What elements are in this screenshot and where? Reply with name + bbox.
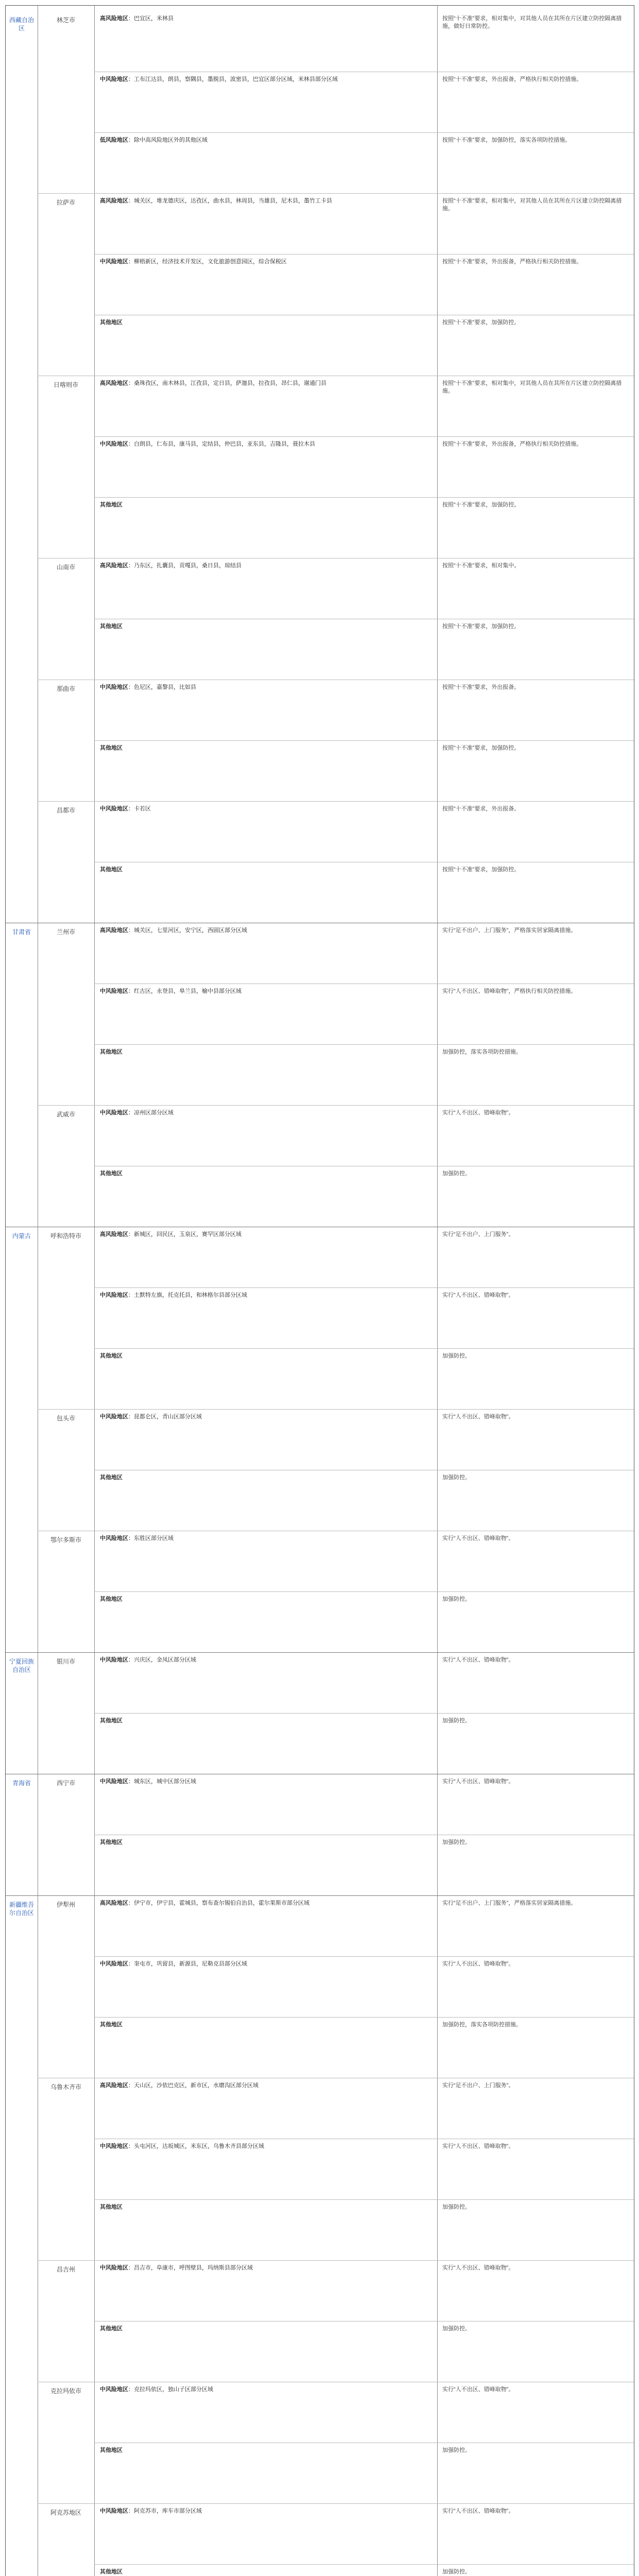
risk-level-label: 中风险地区 bbox=[100, 2386, 128, 2393]
risk-level-label: 高风险地区 bbox=[100, 2082, 128, 2089]
policy-cell: 实行“人不出区、错峰取物”，严格执行相关防控措施。 bbox=[442, 988, 577, 994]
risk-level-label: 其他地区 bbox=[100, 2447, 123, 2453]
separator: ： bbox=[128, 1231, 134, 1238]
risk-cell bbox=[100, 2447, 435, 2501]
policy-cell: 按照“十不准”要求，外出报备。 bbox=[442, 684, 520, 690]
risk-area-text: 凉州区部分区域 bbox=[134, 1110, 174, 1116]
row-divider bbox=[6, 1652, 634, 1653]
row-divider bbox=[94, 436, 634, 437]
separator: ： bbox=[128, 76, 134, 82]
city-cell: 武威市 bbox=[56, 1111, 75, 1118]
policy-cell: 实行“人不出区、错峰取物”。 bbox=[442, 2265, 514, 2271]
city-cell: 呼和浩特市 bbox=[50, 1232, 81, 1240]
risk-area-text: 土默特左旗，托克托县，和林格尔县部分区域 bbox=[134, 1292, 247, 1298]
risk-area-text: 色尼区，嘉黎县，比如县 bbox=[134, 684, 196, 690]
risk-level-label: 中风险地区 bbox=[100, 988, 128, 994]
risk-cell bbox=[100, 76, 435, 130]
row-divider bbox=[94, 1956, 634, 1957]
city-cell: 鄂尔多斯市 bbox=[50, 1536, 81, 1544]
row-divider bbox=[38, 2503, 634, 2504]
policy-cell: 按照“十不准”要求，加强防控。 bbox=[442, 867, 520, 873]
risk-cell bbox=[100, 1474, 435, 1529]
city-cell: 日喀则市 bbox=[53, 381, 78, 388]
separator: ： bbox=[128, 2082, 134, 2089]
separator: ： bbox=[128, 259, 134, 265]
risk-level-label: 中风险地区 bbox=[100, 806, 128, 812]
risk-level-label: 其他地区 bbox=[100, 502, 123, 508]
risk-level-label: 其他地区 bbox=[100, 1475, 123, 1481]
risk-cell bbox=[100, 866, 435, 921]
policy-cell: 实行“人不出区、错峰取物”。 bbox=[442, 1961, 514, 1967]
policy-cell: 按照“十不准”要求，相对集中，对其他人员在其所在片区建立防控隔离措施，做好日常防控。 bbox=[442, 15, 622, 29]
policy-cell: 加强防控。 bbox=[442, 2204, 471, 2210]
row-divider bbox=[38, 801, 634, 802]
risk-cell bbox=[100, 2021, 435, 2076]
policy-cell: 加强防控。 bbox=[442, 1718, 471, 1724]
risk-level-label: 中风险地区 bbox=[100, 1292, 128, 1298]
risk-cell bbox=[100, 1960, 435, 2015]
risk-cell bbox=[100, 623, 435, 677]
risk-cell bbox=[100, 2507, 435, 2562]
risk-cell bbox=[100, 1231, 435, 1285]
row-divider bbox=[94, 2199, 634, 2200]
separator: ： bbox=[128, 137, 134, 143]
risk-level-label: 其他地区 bbox=[100, 1353, 123, 1359]
row-divider bbox=[38, 193, 634, 194]
risk-cell bbox=[100, 744, 435, 799]
city-cell: 西宁市 bbox=[56, 1780, 75, 1787]
city-cell: 山南市 bbox=[56, 564, 75, 571]
risk-area-text: 乃东区，扎囊县，贡嘎县，桑日县，琼结县 bbox=[134, 563, 241, 569]
risk-level-label: 其他地区 bbox=[100, 1839, 123, 1845]
policy-cell: 实行“人不出区、错峰取物”。 bbox=[442, 2386, 514, 2393]
policy-cell: 加强防控。 bbox=[442, 2447, 471, 2453]
row-divider bbox=[38, 2260, 634, 2261]
province-cell: 新疆维吾尔自治区 bbox=[9, 1901, 34, 1917]
separator: ： bbox=[128, 1292, 134, 1298]
row-divider bbox=[94, 740, 634, 741]
risk-cell bbox=[100, 927, 435, 981]
risk-level-label: 其他地区 bbox=[100, 623, 123, 630]
risk-level-label: 高风险地区 bbox=[100, 380, 128, 386]
row-divider bbox=[94, 1287, 634, 1288]
risk-area-text: 除中高风险地区外的其他区域 bbox=[134, 137, 208, 143]
policy-cell: 按照“十不准”要求，外出报备，严格执行相关防控措施。 bbox=[442, 441, 582, 447]
risk-level-label: 高风险地区 bbox=[100, 1231, 128, 1238]
city-cell: 克拉玛依市 bbox=[50, 2387, 81, 2395]
policy-cell: 实行“足不出户、上门服务”。 bbox=[442, 2082, 514, 2089]
separator: ： bbox=[128, 1900, 134, 1906]
risk-area-text: 卡若区 bbox=[134, 806, 151, 812]
risk-cell bbox=[100, 440, 435, 495]
risk-level-label: 中风险地区 bbox=[100, 441, 128, 447]
separator: ： bbox=[128, 563, 134, 569]
risk-area-text: 天山区，沙依巴克区，新市区，水磨沟区部分区域 bbox=[134, 2082, 258, 2089]
risk-cell bbox=[100, 2325, 435, 2380]
city-cell: 拉萨市 bbox=[56, 199, 75, 206]
policy-cell: 按照“十不准”要求，外出报备，严格执行相关防控措施。 bbox=[442, 76, 582, 82]
risk-area-text: 奎屯市，巩留县，新源县，尼勒克县部分区域 bbox=[134, 1961, 247, 1967]
policy-cell: 实行“足不出户、上门服务”，严格落实居家隔离措施。 bbox=[442, 927, 577, 934]
row-divider bbox=[94, 1348, 634, 1349]
city-cell: 兰州市 bbox=[56, 928, 75, 936]
province-cell: 宁夏回族自治区 bbox=[9, 1658, 34, 1673]
policy-cell: 按照“十不准”要求，加强防控。 bbox=[442, 623, 520, 630]
policy-cell: 按照“十不准”要求，相对集中，对其他人员在其所在片区建立防控隔离措施。 bbox=[442, 198, 622, 212]
risk-cell bbox=[100, 2082, 435, 2137]
row-divider bbox=[94, 1713, 634, 1714]
separator: ： bbox=[128, 2265, 134, 2271]
risk-level-label: 其他地区 bbox=[100, 2022, 123, 2028]
risk-level-label: 高风险地区 bbox=[100, 15, 128, 22]
risk-cell bbox=[100, 15, 435, 70]
risk-level-label: 其他地区 bbox=[100, 745, 123, 751]
risk-level-label: 高风险地区 bbox=[100, 198, 128, 204]
policy-cell: 按照“十不准”要求，外出报备，严格执行相关防控措施。 bbox=[442, 259, 582, 265]
policy-cell: 加强防控。 bbox=[442, 2569, 471, 2575]
risk-cell bbox=[100, 1109, 435, 1164]
separator: ： bbox=[128, 2386, 134, 2393]
policy-cell: 加强防控。 bbox=[442, 1475, 471, 1481]
policy-cell: 实行“足不出户、上门服务”。 bbox=[442, 1231, 514, 1238]
separator: ： bbox=[128, 988, 134, 994]
policy-cell: 加强防控。 bbox=[442, 1171, 471, 1177]
policy-cell: 加强防控。 bbox=[442, 2326, 471, 2332]
policy-cell: 按照“十不准”要求，外出报备。 bbox=[442, 806, 520, 812]
risk-level-label: 中风险地区 bbox=[100, 684, 128, 690]
risk-area-text: 昌吉市，阜康市，呼图壁县，玛纳斯县部分区域 bbox=[134, 2265, 253, 2271]
policy-cell: 实行“人不出区、错峰取物”。 bbox=[442, 1535, 514, 1541]
risk-area-text: 工布江达县，朗县，察隅县，墨脱县，波密县，巴宜区部分区域，米林县部分区域 bbox=[134, 76, 338, 82]
risk-cell bbox=[100, 1596, 435, 1650]
policy-cell: 实行“人不出区、错峰取物”。 bbox=[442, 1292, 514, 1298]
policy-cell: 实行“人不出区、错峰取物”。 bbox=[442, 2143, 514, 2149]
policy-cell: 实行“人不出区、错峰取物”。 bbox=[442, 1657, 514, 1663]
separator: ： bbox=[128, 1414, 134, 1420]
row-divider bbox=[6, 1895, 634, 1896]
city-cell: 昌都市 bbox=[56, 807, 75, 814]
separator: ： bbox=[128, 380, 134, 386]
risk-level-label: 其他地区 bbox=[100, 1718, 123, 1724]
policy-cell: 按照“十不准”要求，加强防控，落实各项防控措施。 bbox=[442, 137, 571, 143]
risk-level-label: 中风险地区 bbox=[100, 2265, 128, 2271]
separator: ： bbox=[128, 2143, 134, 2149]
risk-cell bbox=[100, 1717, 435, 1772]
row-divider bbox=[94, 1591, 634, 1592]
risk-cell bbox=[100, 1352, 435, 1407]
risk-cell bbox=[100, 380, 435, 434]
risk-cell bbox=[100, 988, 435, 1042]
risk-area-text: 克拉玛依区，独山子区部分区域 bbox=[134, 2386, 213, 2393]
risk-cell bbox=[100, 1413, 435, 1468]
city-cell: 那曲市 bbox=[56, 685, 75, 692]
row-divider bbox=[38, 1105, 634, 1106]
province-cell: 内蒙古 bbox=[12, 1232, 31, 1240]
column-divider bbox=[437, 6, 438, 2576]
risk-level-label: 中风险地区 bbox=[100, 76, 128, 82]
risk-cell bbox=[100, 1292, 435, 1346]
city-cell: 伊犁州 bbox=[56, 1901, 75, 1908]
policy-cell: 按照“十不准”要求，加强防控。 bbox=[442, 319, 520, 326]
city-cell: 林芝市 bbox=[56, 16, 75, 24]
separator: ： bbox=[128, 806, 134, 812]
risk-cell bbox=[100, 258, 435, 313]
risk-level-label: 其他地区 bbox=[100, 867, 123, 873]
policy-cell: 实行“足不出户、上门服务”，严格落实居家隔离措施。 bbox=[442, 1900, 577, 1906]
policy-cell: 加强防控。 bbox=[442, 1596, 471, 1602]
risk-cell bbox=[100, 1535, 435, 1589]
row-divider bbox=[94, 254, 634, 255]
risk-level-label: 高风险地区 bbox=[100, 563, 128, 569]
risk-cell bbox=[100, 501, 435, 556]
risk-area-text: 城东区，城中区部分区域 bbox=[134, 1778, 196, 1785]
separator: ： bbox=[128, 2508, 134, 2514]
risk-level-label: 中风险地区 bbox=[100, 2508, 128, 2514]
risk-cell bbox=[100, 684, 435, 738]
risk-area-text: 东胜区部分区域 bbox=[134, 1535, 174, 1541]
policy-cell: 加强防控，落实各项防控措施。 bbox=[442, 1049, 522, 1055]
risk-cell bbox=[100, 805, 435, 860]
row-divider bbox=[38, 1409, 634, 1410]
risk-area-text: 巴宜区，米林县 bbox=[134, 15, 174, 22]
policy-cell: 加强防控。 bbox=[442, 1353, 471, 1359]
risk-cell bbox=[100, 137, 435, 191]
risk-area-text: 红古区，永登县，皋兰县，榆中县部分区域 bbox=[134, 988, 241, 994]
separator: ： bbox=[128, 684, 134, 690]
province-cell: 青海省 bbox=[12, 1780, 31, 1787]
risk-cell bbox=[100, 562, 435, 617]
risk-level-label: 中风险地区 bbox=[100, 1961, 128, 1967]
risk-level-label: 中风险地区 bbox=[100, 1414, 128, 1420]
separator: ： bbox=[128, 1778, 134, 1785]
risk-level-label: 高风险地区 bbox=[100, 1900, 128, 1906]
risk-cell bbox=[100, 1839, 435, 1893]
risk-area-text: 城关区，七里河区，安宁区，西固区部分区域 bbox=[134, 927, 247, 934]
policy-cell: 实行“人不出区、错峰取物”。 bbox=[442, 1110, 514, 1116]
risk-cell bbox=[100, 2568, 435, 2576]
risk-level-label: 其他地区 bbox=[100, 2569, 123, 2575]
risk-cell bbox=[100, 197, 435, 252]
risk-area-text: 城关区，堆龙德庆区，达孜区，曲水县，林周县，当雄县，尼木县，墨竹工卡县 bbox=[134, 198, 332, 204]
risk-area-table bbox=[5, 5, 634, 2576]
risk-cell bbox=[100, 2386, 435, 2441]
policy-cell: 实行“人不出区、错峰取物”。 bbox=[442, 1414, 514, 1420]
row-divider bbox=[94, 2017, 634, 2018]
risk-cell bbox=[100, 1170, 435, 1225]
risk-level-label: 中风险地区 bbox=[100, 1778, 128, 1785]
row-divider bbox=[94, 497, 634, 498]
risk-level-label: 中风险地区 bbox=[100, 1657, 128, 1663]
separator: ： bbox=[128, 198, 134, 204]
policy-cell: 加强防控，落实各项防控措施。 bbox=[442, 2022, 522, 2028]
risk-area-text: 白朗县，仁布县，康马县，定结县，仲巴县，亚东县，吉隆县，聂拉木县 bbox=[134, 441, 315, 447]
policy-cell: 实行“人不出区、错峰取物”。 bbox=[442, 1778, 514, 1785]
risk-area-text: 新城区，回民区，玉泉区，赛罕区部分区域 bbox=[134, 1231, 241, 1238]
city-cell: 昌吉州 bbox=[56, 2266, 75, 2273]
risk-area-text: 桑珠孜区，南木林县，江孜县，定日县，萨迦县，拉孜县，昂仁县，谢通门县 bbox=[134, 380, 326, 386]
risk-level-label: 其他地区 bbox=[100, 2204, 123, 2210]
risk-cell bbox=[100, 1778, 435, 1833]
separator: ： bbox=[128, 1961, 134, 1967]
risk-level-label: 低风险地区 bbox=[100, 137, 128, 143]
risk-area-text: 昆都仑区，青山区部分区域 bbox=[134, 1414, 202, 1420]
risk-area-text: 兴庆区，金凤区部分区域 bbox=[134, 1657, 196, 1663]
risk-area-text: 头屯河区，达坂城区，米东区，乌鲁木齐县部分区域 bbox=[134, 2143, 264, 2149]
city-cell: 阿克苏地区 bbox=[50, 2509, 81, 2516]
risk-cell bbox=[100, 2264, 435, 2319]
city-cell: 包头市 bbox=[56, 1415, 75, 1422]
risk-cell bbox=[100, 1900, 435, 1954]
row-divider bbox=[94, 132, 634, 133]
risk-level-label: 中风险地区 bbox=[100, 1535, 128, 1541]
risk-level-label: 中风险地区 bbox=[100, 2143, 128, 2149]
risk-area-text: 柳梧新区，经济技术开发区，文化旅游创意园区，综合保税区 bbox=[134, 259, 287, 265]
risk-area-text: 阿克苏市，库车市部分区域 bbox=[134, 2508, 202, 2514]
risk-level-label: 其他地区 bbox=[100, 319, 123, 326]
risk-cell bbox=[100, 2143, 435, 2197]
policy-cell: 加强防控。 bbox=[442, 1839, 471, 1845]
risk-level-label: 其他地区 bbox=[100, 2326, 123, 2332]
risk-cell bbox=[100, 1656, 435, 1711]
policy-cell: 实行“人不出区、错峰取物”。 bbox=[442, 2508, 514, 2514]
policy-cell: 按照“十不准”要求，相对集中。 bbox=[442, 563, 520, 569]
policy-cell: 按照“十不准”要求，相对集中，对其他人员在其所在片区建立防控隔离措施。 bbox=[442, 380, 622, 394]
risk-level-label: 其他地区 bbox=[100, 1049, 123, 1055]
city-cell: 银川市 bbox=[56, 1658, 75, 1665]
risk-cell bbox=[100, 2204, 435, 2258]
separator: ： bbox=[128, 1110, 134, 1116]
province-cell: 西藏自治区 bbox=[9, 16, 34, 32]
separator: ： bbox=[128, 1657, 134, 1663]
risk-level-label: 其他地区 bbox=[100, 1171, 123, 1177]
city-cell: 乌鲁木齐市 bbox=[50, 2083, 81, 2091]
separator: ： bbox=[128, 15, 134, 22]
policy-cell: 按照“十不准”要求，加强防控。 bbox=[442, 745, 520, 751]
separator: ： bbox=[128, 1535, 134, 1541]
risk-level-label: 中风险地区 bbox=[100, 1110, 128, 1116]
risk-area-text: 伊宁市，伊宁县，霍城县，察布查尔锡伯自治县，霍尔果斯市部分区域 bbox=[134, 1900, 309, 1906]
risk-level-label: 中风险地区 bbox=[100, 259, 128, 265]
risk-level-label: 高风险地区 bbox=[100, 927, 128, 934]
risk-cell bbox=[100, 319, 435, 374]
policy-cell: 按照“十不准”要求，加强防控。 bbox=[442, 502, 520, 508]
separator: ： bbox=[128, 441, 134, 447]
column-divider bbox=[94, 6, 95, 2576]
separator: ： bbox=[128, 927, 134, 934]
risk-cell bbox=[100, 1048, 435, 1103]
row-divider bbox=[94, 1044, 634, 1045]
row-divider bbox=[94, 2564, 634, 2565]
province-cell: 甘肃省 bbox=[12, 928, 31, 936]
risk-level-label: 其他地区 bbox=[100, 1596, 123, 1602]
